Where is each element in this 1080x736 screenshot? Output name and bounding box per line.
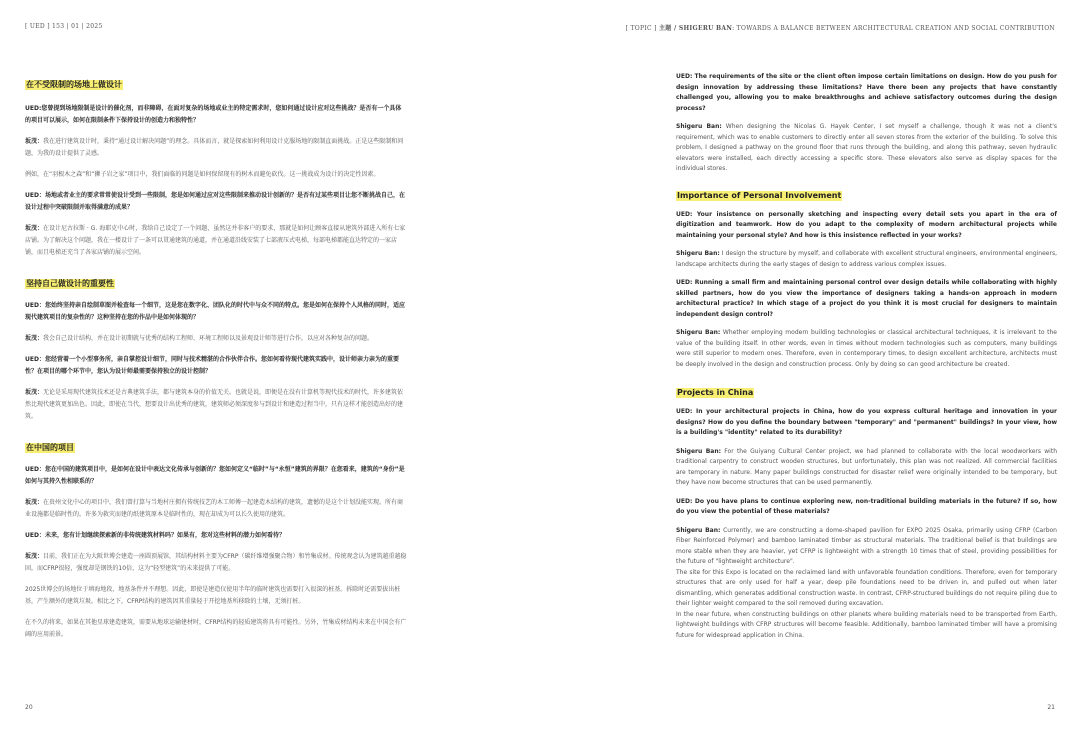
running-head-left: [ UED ] 153 | 01 | 2025 (25, 23, 103, 30)
answer-text: I design the structure by myself, and collaborate with excellent structural engineers, environmental engineers, landscape architects during the early stages of design to address various complex issues. (676, 250, 1057, 268)
answer-text: 无论是采用现代建筑技术还是古典建筑手法，都与建筑本身的价值无关。也就是说，即便是在没有计算机等现代技术的时代，许多建筑依然比现代建筑更加出色。因此，即使在当代，想要设计出优秀的建筑，建筑师必须深度参与到设计和建造过程当中，只有这样才能创造出好的建筑。 (25, 389, 404, 420)
section-title: 在中国的项目 (26, 443, 74, 452)
answer-block (25, 497, 407, 521)
section-title: Importance of Personal Involvement (677, 190, 842, 200)
answer-text: Whether employing modern building technologies or classical architectural techniques, it is irrelevant to the value of the building itself. In other words, even in times without modern technologies such as computers, many buildings were still superior to modern ones. Therefore, even in contemporary times, to design excellent architecture, architects must be deeply involved in the design and construction process. Only by doing so can good architecture be created. (676, 329, 1057, 368)
speaker-label: Shigeru Ban: (676, 329, 721, 336)
topic-tag: [ TOPIC ] (625, 25, 657, 32)
speaker-label: Shigeru Ban: (676, 123, 722, 130)
answer-block (25, 136, 407, 160)
block-title-1 (25, 72, 407, 91)
speaker-label: 坂茂： (25, 138, 44, 145)
section-title: 坚持自己做设计的重要性 (26, 279, 114, 288)
question-block: UED: Do you have plans to continue exploring new, non-traditional building materials in the future? If so, how do you view the potential of these materials? (676, 497, 1057, 515)
paragraph-block: 2025世博会的场地位于填海地段，地基条件并不理想。因此，即使是建造仅使用半年的临时建筑也需要打入很深的桩基。拆除时还需要拔出桩基，产生额外的建筑垃圾。相比之下，CFRP结构的建筑因其重量轻于开挖地基所移除的土壤，无须打桩。 (25, 586, 401, 605)
question-block: UED：您经营着一个小型事务所，亲自掌控设计细节，同时与技术精湛的合作伙伴合作。您如何看待现代建筑实践中，设计师亲力亲为的重要性？在项目的哪个环节中，您认为设计师最需要保持独立的设计控制？ (25, 356, 399, 375)
question-block: UED: Your insistence on personally sketching and inspecting every detail sets you apart in the era of digitization and teamwork. How do you adapt to the complexity of modern architectural projects while maintaining your personal style? And how is this insistence reflected in your works? (676, 210, 1057, 239)
english-interview-column (676, 72, 1057, 641)
question-block: UED：您在中国的建筑项目中，是如何在设计中表达文化传承与创新的？您如何定义“临时”与“永恒”建筑的界限？在您看来，建筑的“身份”是如何与其持久性相联系的？ (25, 466, 405, 485)
answer-text: 在贵州文化中心的项目中，我们曾打算与当地村庄拥有传统技艺的木工师傅一起建造木结构的建筑，遗憾的是这个计划没能实现。所有商业设施都是临时性的。许多为救灾而建的纸建筑原本是临时性的，现在却成为可以长久使用的建筑。 (25, 499, 404, 518)
question-block: UED: In your architectural projects in China, how do you express cultural heritage and innovation in your designs? How do you define the boundary between "temporary" and "permanent" buildings? In your view, how is a building's "identity" related to its durability? (676, 408, 1057, 436)
question-block: UED：未来，您有计划继续探索新的非传统建筑材料吗？如果有，您对这些材料的潜力如何看待？ (25, 532, 285, 539)
topic-subtitle: : TOWARDS A BALANCE BETWEEN ARCHITECTURAL CREATION AND SOCIAL CONTRIBUTION (732, 25, 1055, 32)
chinese-interview-column (25, 72, 407, 641)
page-number-right: 21 (1047, 704, 1055, 711)
speaker-label: Shigeru Ban: (676, 526, 721, 534)
block-title-1 (676, 183, 1057, 202)
question-block: UED：您始终坚持亲自绘制草图并检查每一个细节，这是您在数字化、团队化的时代中与众不同的特点。您是如何在保持个人风格的同时，适应现代建筑项目的复杂性的？这种坚持在您的作品中是如何体现的？ (25, 302, 405, 321)
paragraph-block: 在不久的将来，如果在其他星球建造建筑，需要从地球运输建材时，CFRP结构的轻质建筑将具有可能性。另外，竹集成材结构未来在中国会有广阔的应用前景。 (25, 619, 407, 638)
speaker-label: 坂茂： (25, 335, 44, 342)
question-block: UED: The requirements of the site or the client often impose certain limitations on design. How do you push for design innovation by addressing these limitations? Have there been any projects that have constantly challenged you, allowing you to make breakthroughs and achieve satisfactory outcomes during the design process? (676, 73, 1057, 112)
answer-block (676, 249, 1057, 270)
question-block: UED: Running a small firm and maintaining personal control over design details while collaborating with highly skilled partners, how do you view the importance of designers taking a hands-on approach in modern architectural practice? In which stage of a project do you think it is most crucial for designers to maintain independent design control? (676, 279, 1057, 318)
paragraph-block: In the near future, when constructing buildings on other planets where building materials need to be transported from Earth, lightweight buildings with CFRP structures will become feasible. Additionally, bamboo laminated timber will have a promising future for widespread application in China. (676, 610, 1057, 639)
block-title-3 (25, 435, 407, 454)
answer-block (25, 551, 407, 575)
answer-text: 目前，我们正在为大阪世博会建造一座圆顶展馆，其结构材料主要为CFRP（碳纤维增强聚合物）和竹集成材。传统观念认为建筑越重越稳固，而CFRP很轻，强度却是钢铁的10倍，这为“轻型建筑”的未来提供了可能。 (25, 553, 407, 572)
question-block: UED：场地或者业主的要求常常使设计受到一些限制，您是如何通过应对这些限制来推动设计创新的？是否有过某些项目让您不断挑战自己，在设计过程中突破限制并取得满意的成果？ (25, 192, 405, 211)
block-title-2 (676, 380, 1057, 399)
answer-text: Currently, we are constructing a dome-shaped pavilion for EXPO 2025 Osaka, primarily using CFRP (Carbon Fiber Reinforced Polymer) and bamboo laminated timber as structural materials. The traditional belief is that buildings are more stable when they are heavier, yet CFRP is lightweight with a strength 10 times that of steel, providing possibilities for the future of "lightweight architecture". (676, 526, 1057, 565)
answer-block (676, 328, 1057, 370)
section-title: Projects in China (677, 388, 754, 397)
answer-text: When designing the Nicolas G. Hayek Center, I set myself a challenge, though it was not a client's requirement, which was to enable customers to directly enter all seven stores from the exterior of the building. To solve this problem, I designed a pathway on the ground floor that runs through the building, and along this pathway, seven hydraulic elevators were installed, each directly accessing a specific store. These elevators also serve as display spaces for the individual stores. (676, 123, 1057, 172)
speaker-label: Shigeru Ban: (676, 250, 720, 257)
answer-block (676, 122, 1057, 175)
topic-title: 主题 / SHIGERU BAN (658, 25, 733, 32)
paragraph-block: 例如，在“羽根木之森”和“狮子岩之家”项目中，我们面临的问题是如何保留现有的树木而避免砍伐。这一挑战成为设计的决定性因素。 (25, 171, 380, 178)
speaker-label: 坂茂： (25, 499, 44, 506)
block-title-2 (25, 271, 407, 290)
speaker-label: 坂茂： (25, 553, 44, 560)
answer-block (25, 387, 407, 423)
right-page (540, 0, 1080, 736)
answer-text: 在设计尼古拉斯 · G. 海耶克中心时，我给自己设定了一个问题，虽然这并非客户的要求，那就是如何让顾客直接从建筑外部进入所有七家店铺。为了解决这个问题，我在一楼设计了一条可以贯通建筑的通道，并在通道沿线安装了七部液压式电梯，每部电梯都能直达特定的一家店铺，而且电梯还充当了各家店铺的展示空间。 (25, 225, 406, 256)
speaker-label: 坂茂： (25, 225, 44, 232)
question-block: UED:您曾提到场地限制是设计的催化剂，而非障碍，在面对复杂的场地或业主的特定需求时，您如何通过设计应对这些挑战？是否有一个具体的项目可以展示，如何在限制条件下保持设计的创造力和独特性？ (25, 105, 402, 124)
answer-block (676, 526, 1057, 568)
answer-block (25, 333, 407, 345)
answer-text: For the Guiyang Cultural Center project, we had planned to collaborate with the local woodworkers with traditional carpentry to construct wooden structures, but unfortunately, this plan was not realized. All commercial facilities are temporary in nature. Many paper buildings constructed for disaster relief were originally intended to be temporary, but they have now become structures that can be used permanently. (676, 447, 1057, 486)
answer-text: 我在进行建筑设计时，秉持“通过设计解决问题”的理念。具体而言，就是探索如何利用设计克服场地的限制直面挑战。正是这些限制和问题，为我的设计提供了灵感。 (25, 138, 404, 157)
speaker-label: 坂茂： (25, 389, 44, 396)
answer-block (676, 447, 1057, 489)
answer-text: 我会自己设计结构，并在设计初期就与优秀的结构工程师、环境工程师以及景观设计师等进行合作，以应对各种复杂的问题。 (43, 335, 374, 342)
paragraph-block: The site for this Expo is located on the reclaimed land with unfavorable foundation conditions. Therefore, even for temporary structures that are only used for half a year, deep pile foundations need to be driven in, and pulled out when later dismantling, which generates additional construction waste. In contrast, CFRP-structured buildings do not require piling due to their lighter weight compared to the soil removed during excavation. (676, 568, 1057, 607)
section-title: 在不受限制的场地上做设计 (26, 80, 122, 89)
running-head-right (626, 23, 1055, 32)
page-number-left: 20 (25, 704, 33, 711)
speaker-label: Shigeru Ban: (676, 447, 722, 455)
answer-block (25, 223, 407, 259)
